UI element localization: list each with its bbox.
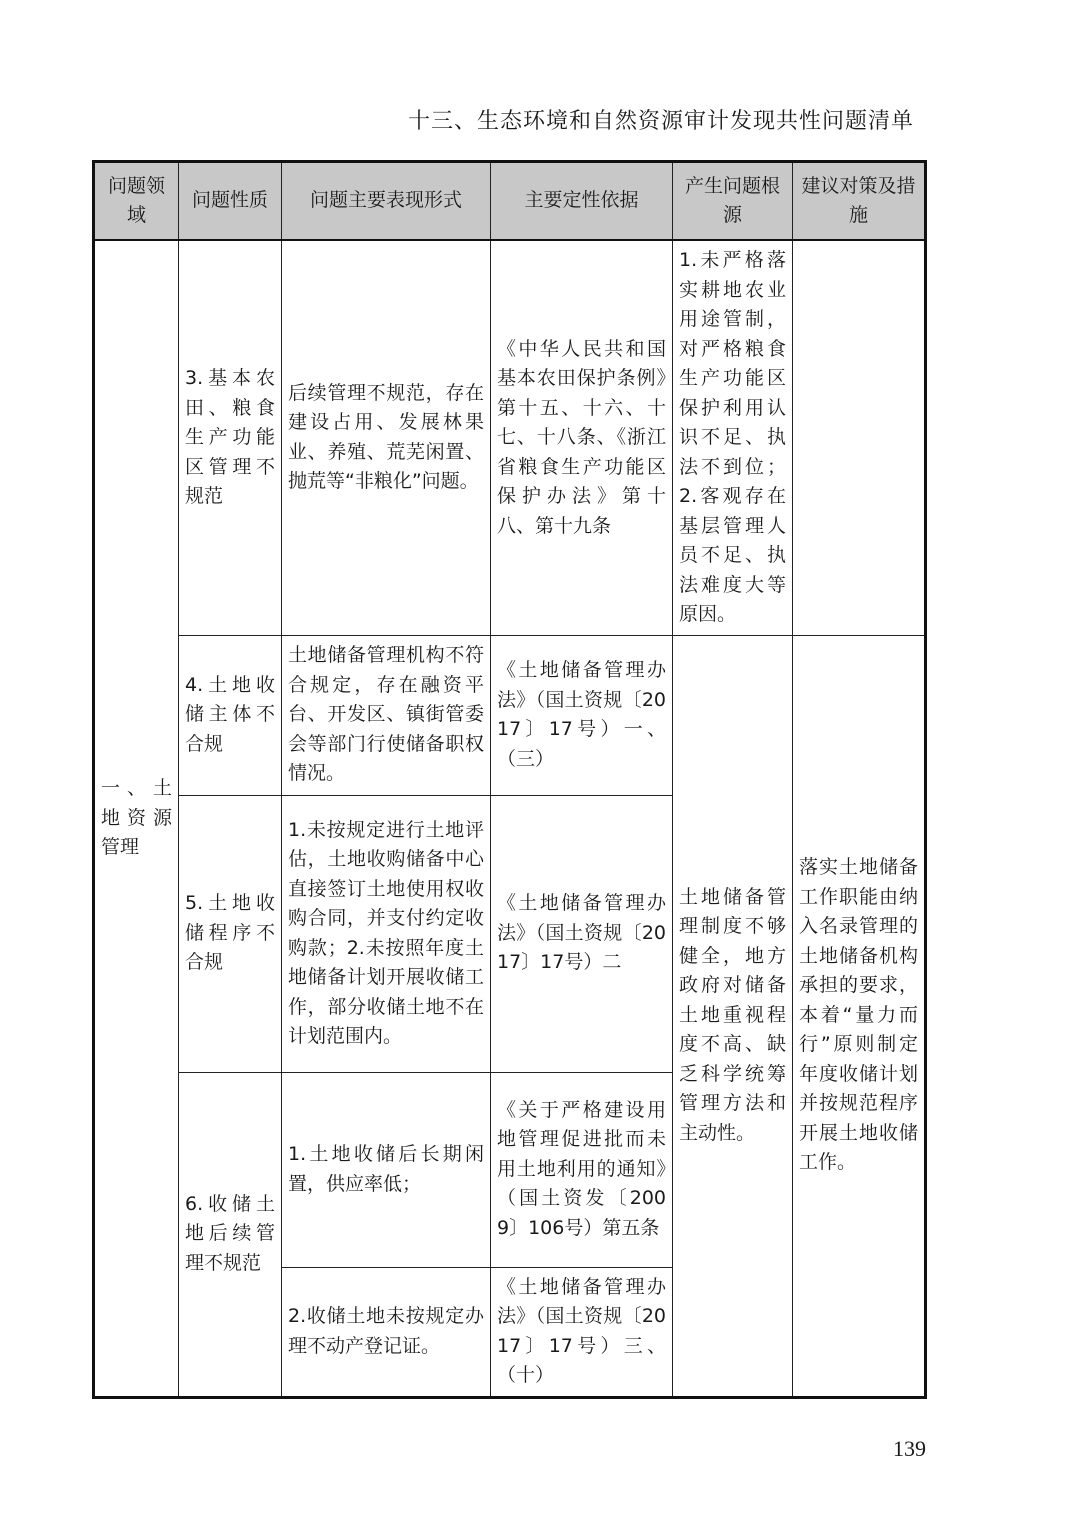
- form-cell: 后续管理不规范，存在建设占用、发展林果业、养殖、荒芜闲置、抛荒等“非粮化”问题。: [282, 240, 491, 635]
- header-form: 问题主要表现形式: [282, 162, 491, 241]
- header-nature: 问题性质: [179, 162, 282, 241]
- header-measure: 建议对策及措施: [793, 162, 926, 241]
- header-basis: 主要定性依据: [491, 162, 673, 241]
- basis-cell: 《关于严格建设用地管理促进批而未用土地利用的通知》（国土资发〔2009〕106号）第五条: [491, 1072, 673, 1267]
- area-cell: 一、土地资源管理: [94, 240, 179, 1397]
- issue-table: [92, 160, 927, 1399]
- table-row: [94, 240, 926, 635]
- form-cell: 1.未按规定进行土地评估，土地收购储备中心直接签订土地使用权收购合同，并支付约定收购款；2.未按照年度土地储备计划开展收储工作，部分收储土地不在计划范围内。: [282, 795, 491, 1072]
- table-row: [94, 635, 926, 795]
- basis-cell: 《土地储备管理办法》（国土资规〔2017〕17号）一、（三）: [491, 635, 673, 795]
- page-number: 139: [893, 1436, 926, 1461]
- form-cell: 1.土地收储后长期闲置，供应率低；: [282, 1072, 491, 1267]
- nature-cell: 4.土地收储主体不合规: [179, 635, 282, 795]
- nature-cell: 5.土地收储程序不合规: [179, 795, 282, 1072]
- basis-cell: 《中华人民共和国基本农田保护条例》第十五、十六、十七、十八条、《浙江省粮食生产功能区保护办法》第十八、第十九条: [491, 240, 673, 635]
- measure-cell: [793, 240, 926, 635]
- page-header: 十三、生态环境和自然资源审计发现共性问题清单: [407, 109, 914, 134]
- shared-root-cell: 土地储备管理制度不够健全，地方政府对储备土地重视程度不高、缺乏科学统筹管理方法和主动性。: [673, 635, 793, 1397]
- nature-cell: 3.基本农田、粮食生产功能区管理不规范: [179, 240, 282, 635]
- header-area: 问题领域: [94, 162, 179, 241]
- basis-cell: 《土地储备管理办法》（国土资规〔2017〕17号）二: [491, 795, 673, 1072]
- form-cell: 土地储备管理机构不符合规定，存在融资平台、开发区、镇街管委会等部门行使储备职权情况。: [282, 635, 491, 795]
- form-cell: 2.收储土地未按规定办理不动产登记证。: [282, 1267, 491, 1397]
- header-root: 产生问题根源: [673, 162, 793, 241]
- shared-measure-cell: 落实土地储备工作职能由纳入名录管理的土地储备机构承担的要求，本着“量力而行”原则制定年度收储计划并按规范程序开展土地收储工作。: [793, 635, 926, 1397]
- header-row: [94, 162, 926, 241]
- nature-cell: 6.收储土地后续管理不规范: [179, 1072, 282, 1397]
- basis-cell: 《土地储备管理办法》（国土资规〔2017〕17号）三、（十）: [491, 1267, 673, 1397]
- root-cell: 1.未严格落实耕地农业用途管制，对严格粮食生产功能区保护利用认识不足、执法不到位；2.客观存在基层管理人员不足、执法难度大等原因。: [673, 240, 793, 635]
